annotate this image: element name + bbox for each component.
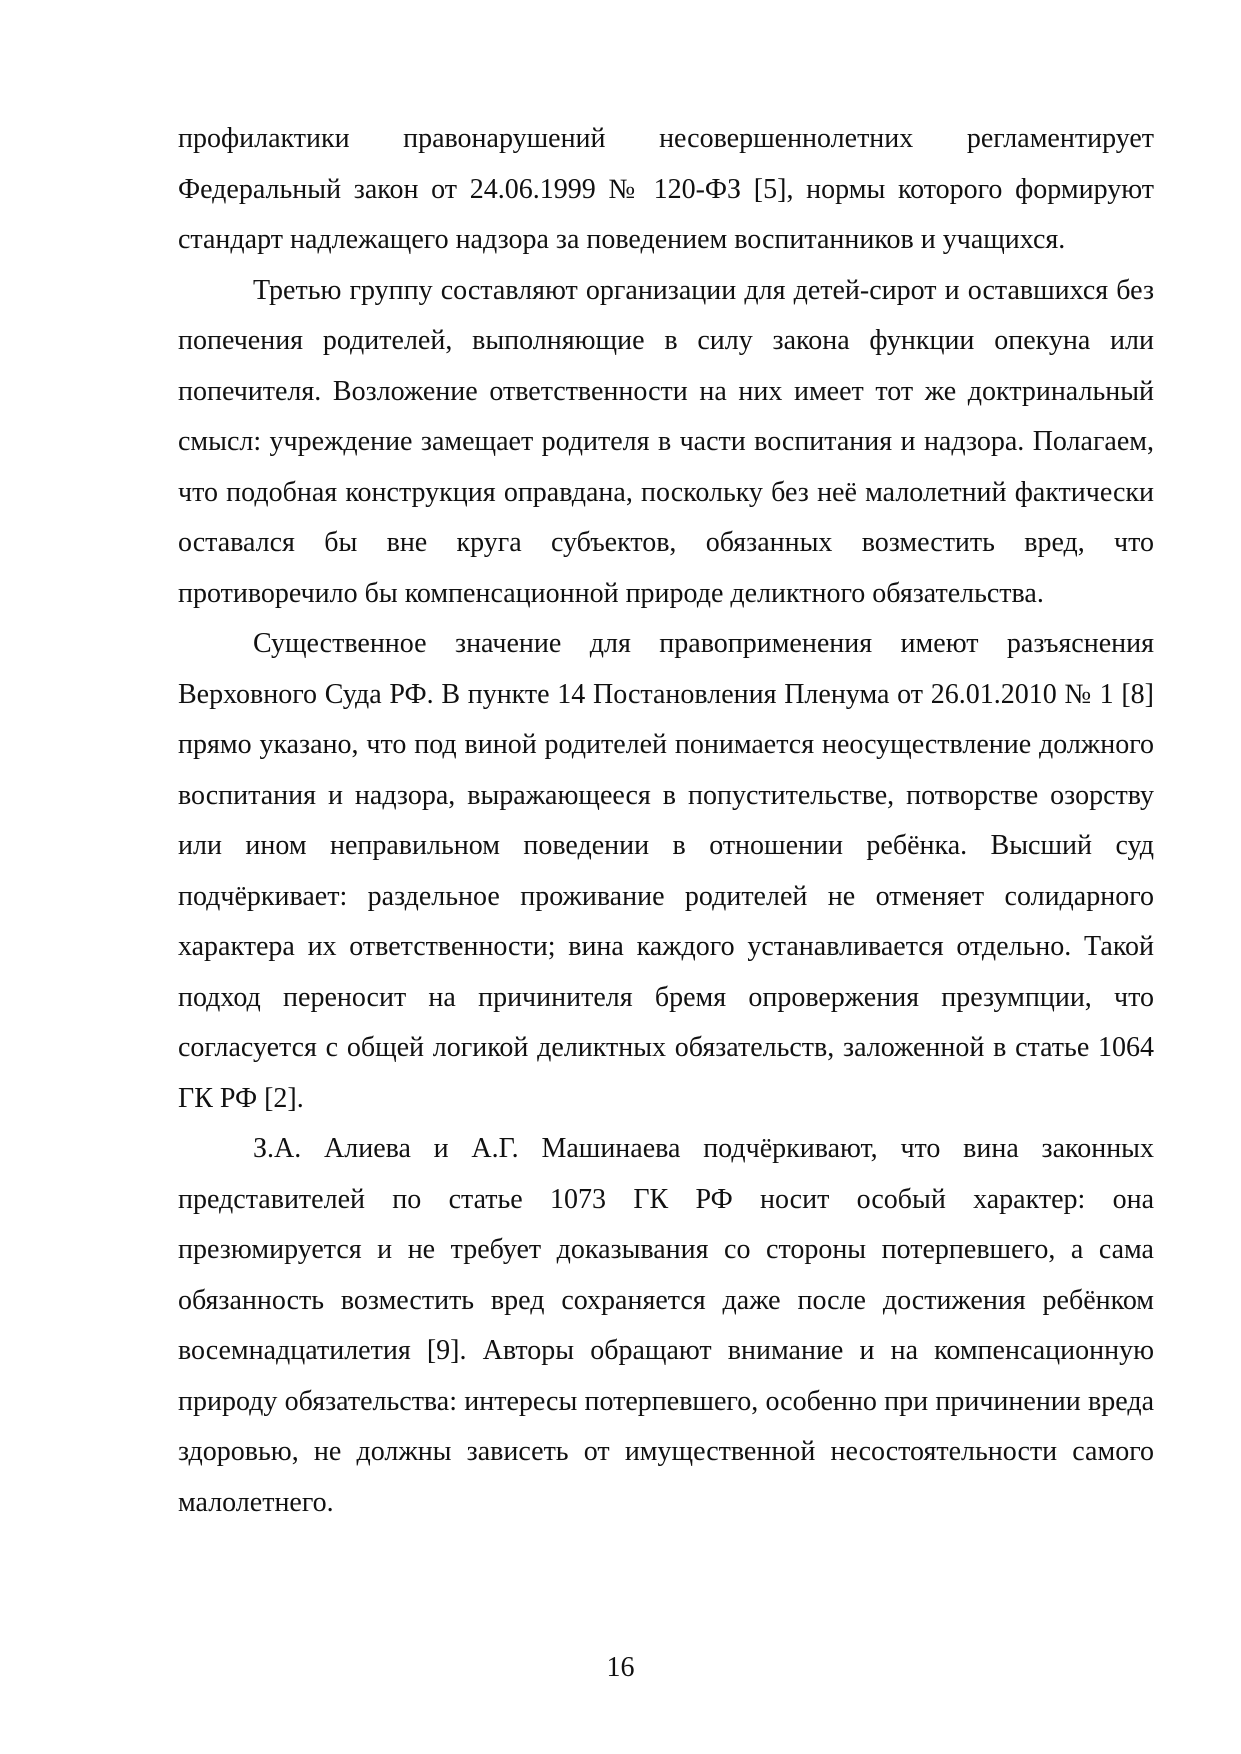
- page-number: 16: [606, 1652, 635, 1683]
- paragraph-supreme-court: Существенное значение для правоприменения имеют разъяснения Верховного Суда РФ. В пункте 14 Постановления Пленума от 26.01.2010 № 1 [8] прямо указано, что под виной родителей понимается неосуществление должного воспитания и надзора, выражающееся в попустительстве, потворстве озорству или ином неправильном поведении в отношении ребёнка. Высший суд подчёркивает: раздельное проживание родителей не отменяет солидарного характера их ответственности; вина каждого устанавливается отдельно. Такой подход переносит на причинителя бремя опровержения презумпции, что согласуется с общей логикой деликтных обязательств, заложенной в статье 1064 ГК РФ [2].: [178, 628, 1154, 1114]
- paragraph-authors-opinion: З.А. Алиева и А.Г. Машинаева подчёркивают, что вина законных представителей по статье 1073 ГК РФ носит особый характер: она презюмируется и не требует доказывания со стороны потерпевшего, а сама обязанность возместить вред сохраняется даже после достижения ребёнком восемнадцатилетия [9]. Авторы обращают внимание и на компенсационную природу обязательства: интересы потерпевшего, особенно при причинении вреда здоровью, не должны зависеть от имущественной несостоятельности самого малолетнего.: [178, 1133, 1154, 1518]
- body-text: [178, 114, 1154, 1528]
- paragraph-orphan-institutions: Третью группу составляют организации для детей-сирот и оставшихся без попечения родителей, выполняющие в силу закона функции опекуна или попечителя. Возложение ответственности на них имеет тот же доктринальный смысл: учреждение замещает родителя в части воспитания и надзора. Полагаем, что подобная конструкция оправдана, поскольку без неё малолетний фактически оставался бы вне круга субъектов, обязанных возместить вред, что противоречило бы компенсационной природе деликтного обязательства.: [178, 274, 1154, 609]
- paragraph-continuation: профилактики правонарушений несовершеннолетних регламентирует Федеральный закон от 24.06.1999 № 120-ФЗ [5], нормы которого формируют стандарт надлежащего надзора за поведением воспитанников и учащихся.: [178, 123, 1154, 255]
